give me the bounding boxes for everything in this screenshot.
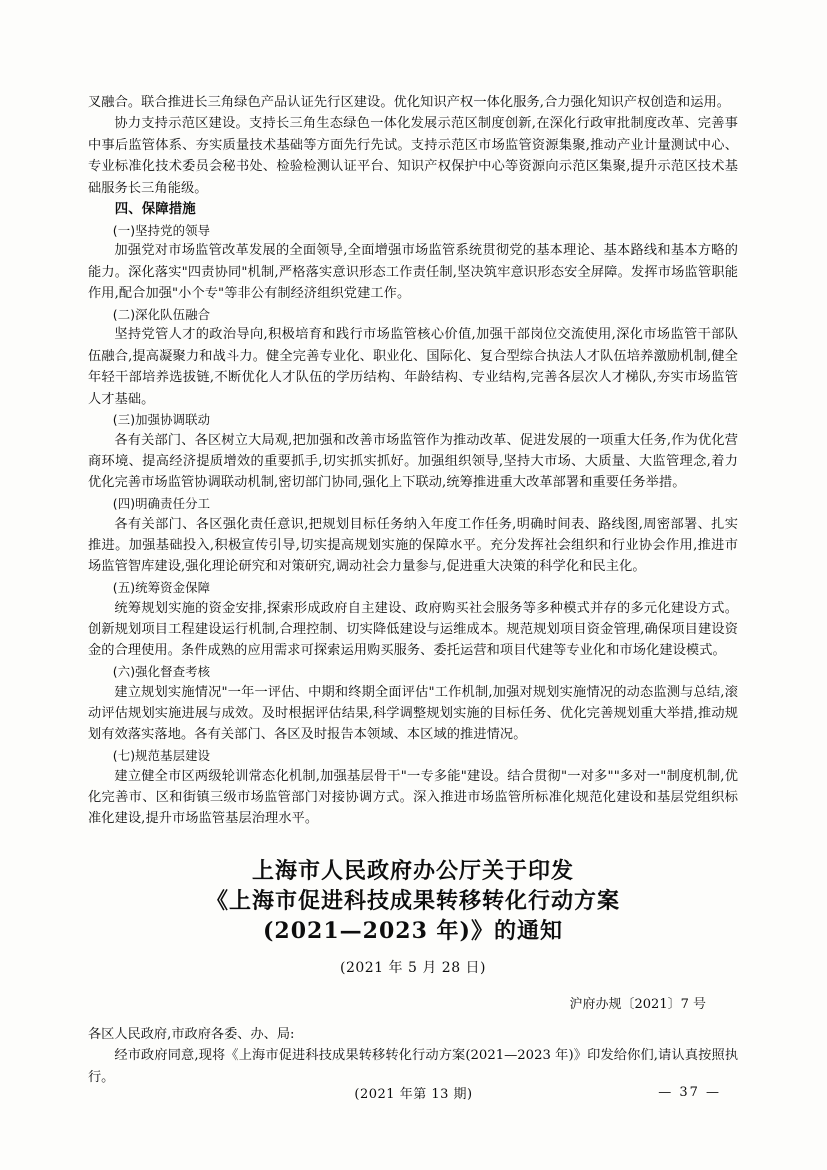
subsection-body-3: 各有关部门、各区树立大局观,把加强和改善市场监管作为推动改革、促进发展的一项重大任务,作为优化营商环境、提高经济提质增效的重要抓手,切实抓实抓好。加强组织领导,坚持大市场、大质量、大监管理念,着力优化完善市场监管协调联动机制,密切部门协同,强化上下联动,统筹推进重大改革部署和重要任务举措。 <box>88 432 738 491</box>
paragraph-continued: 叉融合。联合推进长三角绿色产品认证先行区建设。优化知识产权一体化服务,合力强化知识产权创造和运用。 <box>88 95 731 110</box>
subsection-heading-4: (四)明确责任分工 <box>112 495 211 511</box>
notice-date: (2021 年 5 月 28 日) <box>339 959 487 976</box>
subsection-heading-5: (五)统筹资金保障 <box>112 579 211 595</box>
section-heading-measures: 四、保障措施 <box>114 201 196 217</box>
subsection-heading-3: (三)加强协调联动 <box>112 411 211 427</box>
notice-title-line-2: 《上海市促进科技成果转移转化行动方案 <box>205 888 620 915</box>
subsection-heading-1: (一)坚持党的领导 <box>112 222 211 238</box>
paragraph-support-demo-zone: 协力支持示范区建设。支持长三角生态绿色一体化发展示范区制度创新,在深化行政审批制度改革、完善事中事后监管体系、夯实质量技术基础等方面先行先试。支持示范区市场监管资源集聚,推动产业计量测试中心、专业标准化技术委员会秘书处、检验检测认证平台、知识产权保护中心等资源向示范区集聚,提升示范区技术基础服务长三角能级。 <box>88 116 738 196</box>
notice-body: 经市政府同意,现将《上海市促进科技成果转移转化行动方案(2021—2023 年)》印发给你们,请认真按照执行。 <box>88 1048 738 1085</box>
subsection-heading-7: (七)规范基层建设 <box>112 747 211 763</box>
notice-title-line-1: 上海市人民政府办公厅关于印发 <box>251 857 574 884</box>
subsection-heading-6: (六)强化督查考核 <box>112 663 211 679</box>
subsection-body-7: 建立健全市区两级轮训常态化机制,加强基层骨干"一专多能"建设。结合贯彻"一对多""多对一"制度机制,优化完善市、区和街镇三级市场监管部门对接协调方式。深入推进市场监管所标准化规范化建设和基层党组织标准化建设,提升市场监管基层治理水平。 <box>88 768 738 827</box>
subsection-body-4: 各有关部门、各区强化责任意识,把规划目标任务纳入年度工作任务,明确时间表、路线图,周密部署、扎实推进。加强基础投入,积极宣传引导,切实提高规划实施的保障水平。充分发挥社会组织和行业协会作用,推进市场监管智库建设,强化理论研究和对策研究,调动社会力量参与,促进重大决策的科学化和民主化。 <box>88 516 738 575</box>
footer-issue: (2021 年第 13 期) <box>354 1086 473 1102</box>
notice-title-line-3: (2021—2023 年)》的通知 <box>263 918 563 945</box>
page-content <box>88 92 738 1088</box>
subsection-body-6: 建立规划实施情况"一年一评估、中期和终期全面评估"工作机制,加强对规划实施情况的动态监测与总结,滚动评估规划实施进展与成效。及时根据评估结果,科学调整规划实施的目标任务、优化完善规划重大举措,推动规划有效落实落地。各有关部门、各区及时报告本领域、本区域的推进情况。 <box>88 684 738 743</box>
subsection-body-2: 坚持党管人才的政治导向,积极培育和践行市场监管核心价值,加强干部岗位交流使用,深化市场监管干部队伍融合,提高凝聚力和战斗力。健全完善专业化、职业化、国际化、复合型综合执法人才队伍培养激励机制,健全年轻干部培养选拔链,不断优化人才队伍的学历结构、年龄结构、专业结构,完善各层次人才梯队,夯实市场监管人才基础。 <box>88 327 738 407</box>
notice-title-block <box>88 856 738 947</box>
subsection-body-1: 加强党对市场监管改革发展的全面领导,全面增强市场监管系统贯彻党的基本理论、基本路线和基本方略的能力。深化落实"四责协同"机制,严格落实意识形态工作责任制,坚决筑牢意识形态安全屏障。发挥市场监管职能作用,配合加强"小个专"等非公有制经济组织党建工作。 <box>88 243 738 302</box>
footer-page-number: — 37 — <box>658 1084 721 1100</box>
notice-recipients: 各区人民政府,市政府各委、办、局: <box>88 1026 295 1042</box>
notice-document-number: 沪府办规〔2021〕7 号 <box>569 996 706 1012</box>
subsection-body-5: 统筹规划实施的资金安排,探索形成政府自主建设、政府购买社会服务等多种模式并存的多元化建设方式。创新规划项目工程建设运行机制,合理控制、切实降低建设与运维成本。规范规划项目资金管理,确保项目建设资金的合理使用。条件成熟的应用需求可探索运用购买服务、委托运营和项目代建等专业化和市场化建设模式。 <box>88 600 738 659</box>
subsection-heading-2: (二)深化队伍融合 <box>112 306 211 322</box>
